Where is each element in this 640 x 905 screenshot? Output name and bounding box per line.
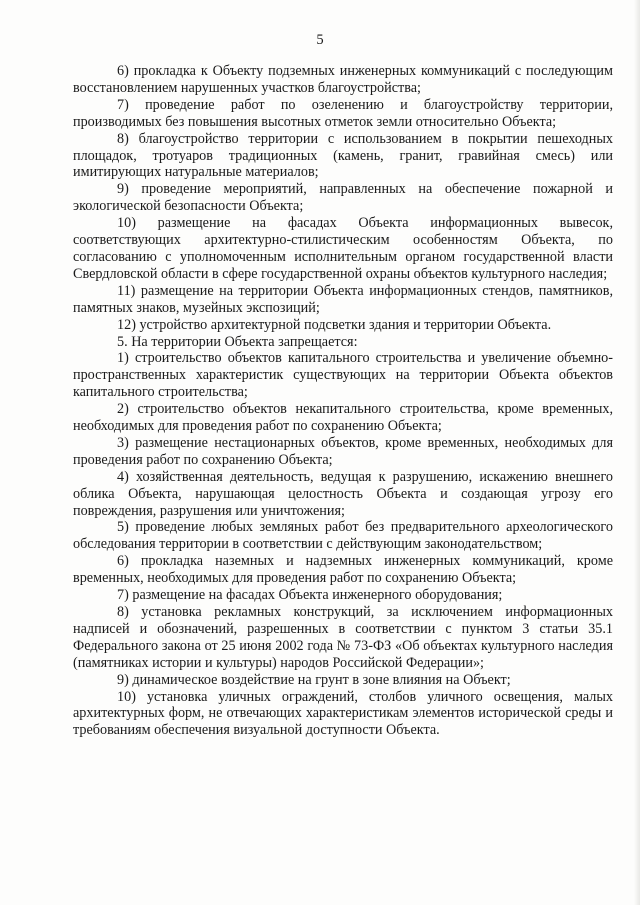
- page-number: 5: [316, 32, 324, 48]
- paragraph: 8) установка рекламных конструкций, за исключением информационных надписей и обозначений, разрешенных в соответствии с пунктом 3 статьи 35.1 Федерального закона от 25 июня 2002 года № 73-ФЗ «Об объектах культурного наследия (памятниках истории и культуры) народов Российской Федерации»;: [73, 604, 613, 671]
- paragraph: 3) размещение нестационарных объектов, кроме временных, необходимых для проведения работ по сохранению Объекта;: [73, 434, 613, 468]
- paragraph: 12) устройство архитектурной подсветки здания и территории Объекта.: [117, 316, 552, 333]
- paragraph: 6) прокладка наземных и надземных инженерных коммуникаций, кроме временных, необходимых для проведения работ по сохранению Объекта;: [73, 553, 613, 587]
- paragraph: 7) размещение на фасадах Объекта инженерного оборудования;: [117, 587, 503, 604]
- paragraph: 10) установка уличных ограждений, столбов уличного освещения, малых архитектурных форм, не отвечающих характеристикам элементов исторической среды и требованиям обеспечения визуальной доступности Объекта.: [73, 688, 613, 739]
- paragraph: 4) хозяйственная деятельность, ведущая к разрушению, искажению внешнего облика Объекта, нарушающая целостность Объекта и создающая угрозу его повреждения, разрушения или уничтожения;: [73, 468, 613, 519]
- paragraph: 7) проведение работ по озеленению и благоустройству территории, производимых без повышения высотных отметок земли относительно Объекта;: [73, 96, 613, 130]
- paragraph: 2) строительство объектов некапитального строительства, кроме временных, необходимых для проведения работ по сохранению Объекта;: [73, 401, 613, 435]
- paragraph: 6) прокладка к Объекту подземных инженерных коммуникаций с последующим восстановлением нарушенных участков благоустройства;: [73, 63, 613, 96]
- paragraph: 9) проведение мероприятий, направленных на обеспечение пожарной и экологической безопасности Объекта;: [73, 181, 613, 215]
- document-body: [73, 63, 613, 739]
- paragraph: 11) размещение на территории Объекта информационных стендов, памятников, памятных знаков, музейных экспозиций;: [73, 282, 613, 316]
- section-heading: 5. На территории Объекта запрещается:: [117, 333, 358, 350]
- paragraph: 1) строительство объектов капитального строительства и увеличение объемно-пространственных характеристик существующих на территории Объекта объектов капитального строительства;: [73, 350, 613, 401]
- paragraph: 9) динамическое воздействие на грунт в зоне влияния на Объект;: [117, 671, 511, 688]
- page-edge-shadow: [634, 0, 640, 905]
- paragraph: 10) размещение на фасадах Объекта информационных вывесок, соответствующих архитектурно-стилистическим особенностям Объекта, по согласованию с уполномоченным исполнительным органом государственной власти Свердловской области в сфере государственной охраны объектов культурного наследия;: [73, 215, 613, 282]
- paragraph: 5) проведение любых земляных работ без предварительного археологического обследования территории в соответствии с действующим законодательством;: [73, 519, 613, 553]
- paragraph: 8) благоустройство территории с использованием в покрытии пешеходных площадок, тротуаров традиционных (камень, гранит, гравийная смесь) или имитирующих натуральные материалов;: [73, 130, 613, 181]
